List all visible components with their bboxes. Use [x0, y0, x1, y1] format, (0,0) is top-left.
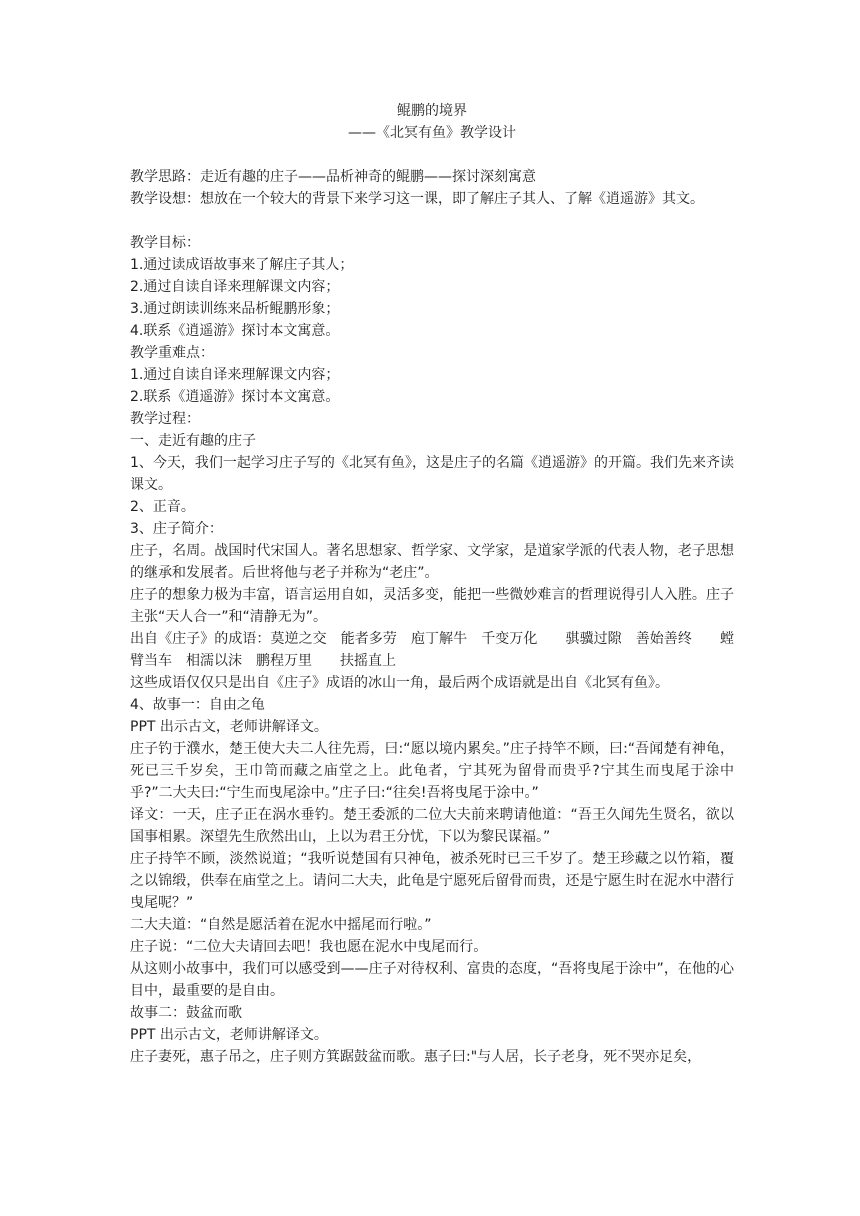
section-heading: 一、走近有趣的庄子 [130, 433, 256, 449]
paragraph: 二大夫道：“自然是愿活着在泥水中摇尾而行啦。” [130, 917, 432, 933]
goal-item: 1.通过读成语故事来了解庄子其人； [130, 257, 354, 273]
translation: 译文：一天，庄子正在涡水垂钓。楚王委派的二位大夫前来聘请他道：“吾王久闻先生贤名，欲以国事相累。深望先生欣然出山，上以为君王分忧，下以为黎民谋福。” [130, 807, 734, 845]
story-heading: 故事二：鼓盆而歌 [130, 1005, 242, 1021]
keypoints-heading: 教学重难点： [130, 345, 214, 361]
goal-item: 3.通过朗读训练来品析鲲鹏形象； [130, 301, 340, 317]
paragraph: 庄子的想象力极为丰富，语言运用自如，灵活多变，能把一些微妙难言的哲理说得引人入胜。庄子主张“天人合一”和“清静无为”。 [130, 587, 734, 625]
paragraph: 从这则小故事中，我们可以感受到——庄子对待权利、富贵的态度，“吾将曳尾于涂中”，在他的心目中，最重要的是自由。 [130, 961, 734, 999]
teaching-idea: 教学设想：想放在一个较大的背景下来学习这一课，即了解庄子其人、了解《逍遥游》其文。 [130, 191, 704, 207]
story-heading: 4、故事一：自由之龟 [130, 697, 265, 713]
process-heading: 教学过程： [130, 411, 200, 427]
paragraph: 2、正音。 [130, 499, 195, 515]
keypoint-item: 2.联系《逍遥游》探讨本文寓意。 [130, 389, 340, 405]
paragraph: 庄子说：“二位大夫请回去吧！我也愿在泥水中曳尾而行。 [130, 939, 488, 955]
goal-item: 2.通过自读自译来理解课文内容； [130, 279, 340, 295]
goals-heading: 教学目标： [130, 235, 200, 251]
paragraph: PPT 出示古文，老师讲解译文。 [130, 1027, 328, 1043]
doc-subtitle: ——《北冥有鱼》教学设计 [348, 125, 516, 141]
document-page [130, 100, 734, 1068]
translation: 庄子持竿不顾，淡然说道；“我听说楚国有只神龟，被杀死时已三千岁了。楚王珍藏之以竹箱，覆之以锦缎，供奉在庙堂之上。请问二大夫，此龟是宁愿死后留骨而贵，还是宁愿生时在泥水中潜行曳尾呢？” [130, 851, 734, 911]
paragraph: 这些成语仅仅只是出自《庄子》成语的冰山一角，最后两个成语就是出自《北冥有鱼》。 [130, 675, 669, 691]
keypoint-item: 1.通过自读自译来理解课文内容； [130, 367, 340, 383]
classical-text: 庄子钓于濮水，楚王使大夫二人往先焉，曰:“愿以境内累矣。”庄子持竿不顾，曰:“吾闻楚有神龟，死已三千岁矣，王巾笥而藏之庙堂之上。此龟者，宁其死为留骨而贵乎?宁其生而曳尾于涂中乎?”二大夫曰:“宁生而曳尾涂中。”庄子曰:“往矣!吾将曳尾于涂中。” [130, 741, 734, 801]
paragraph: 1、今天，我们一起学习庄子写的《北冥有鱼》，这是庄子的名篇《逍遥游》的开篇。我们先来齐读课文。 [130, 455, 734, 493]
paragraph: PPT 出示古文，老师讲解译文。 [130, 719, 328, 735]
goal-item: 4.联系《逍遥游》探讨本文寓意。 [130, 323, 340, 339]
classical-text: 庄子妻死，惠子吊之，庄子则方箕踞鼓盆而歌。惠子曰:"与人居，长子老身，死不哭亦足矣， [130, 1049, 702, 1065]
paragraph: 3、庄子简介： [130, 521, 223, 537]
paragraph: 庄子，名周。战国时代宋国人。著名思想家、哲学家、文学家，是道家学派的代表人物，老子思想的继承和发展者。后世将他与老子并称为“老庄”。 [130, 543, 734, 581]
idiom-list: 出自《庄子》的成语：莫逆之交 能者多劳 庖丁解牛 千变万化 骐骥过隙 善始善终 螳臂当车 相濡以沫 鹏程万里 扶摇直上 [130, 631, 734, 669]
doc-title: 鲲鹏的境界 [397, 103, 467, 119]
teaching-thought: 教学思路：走近有趣的庄子——品析神奇的鲲鹏——探讨深刻寓意 [130, 169, 536, 185]
